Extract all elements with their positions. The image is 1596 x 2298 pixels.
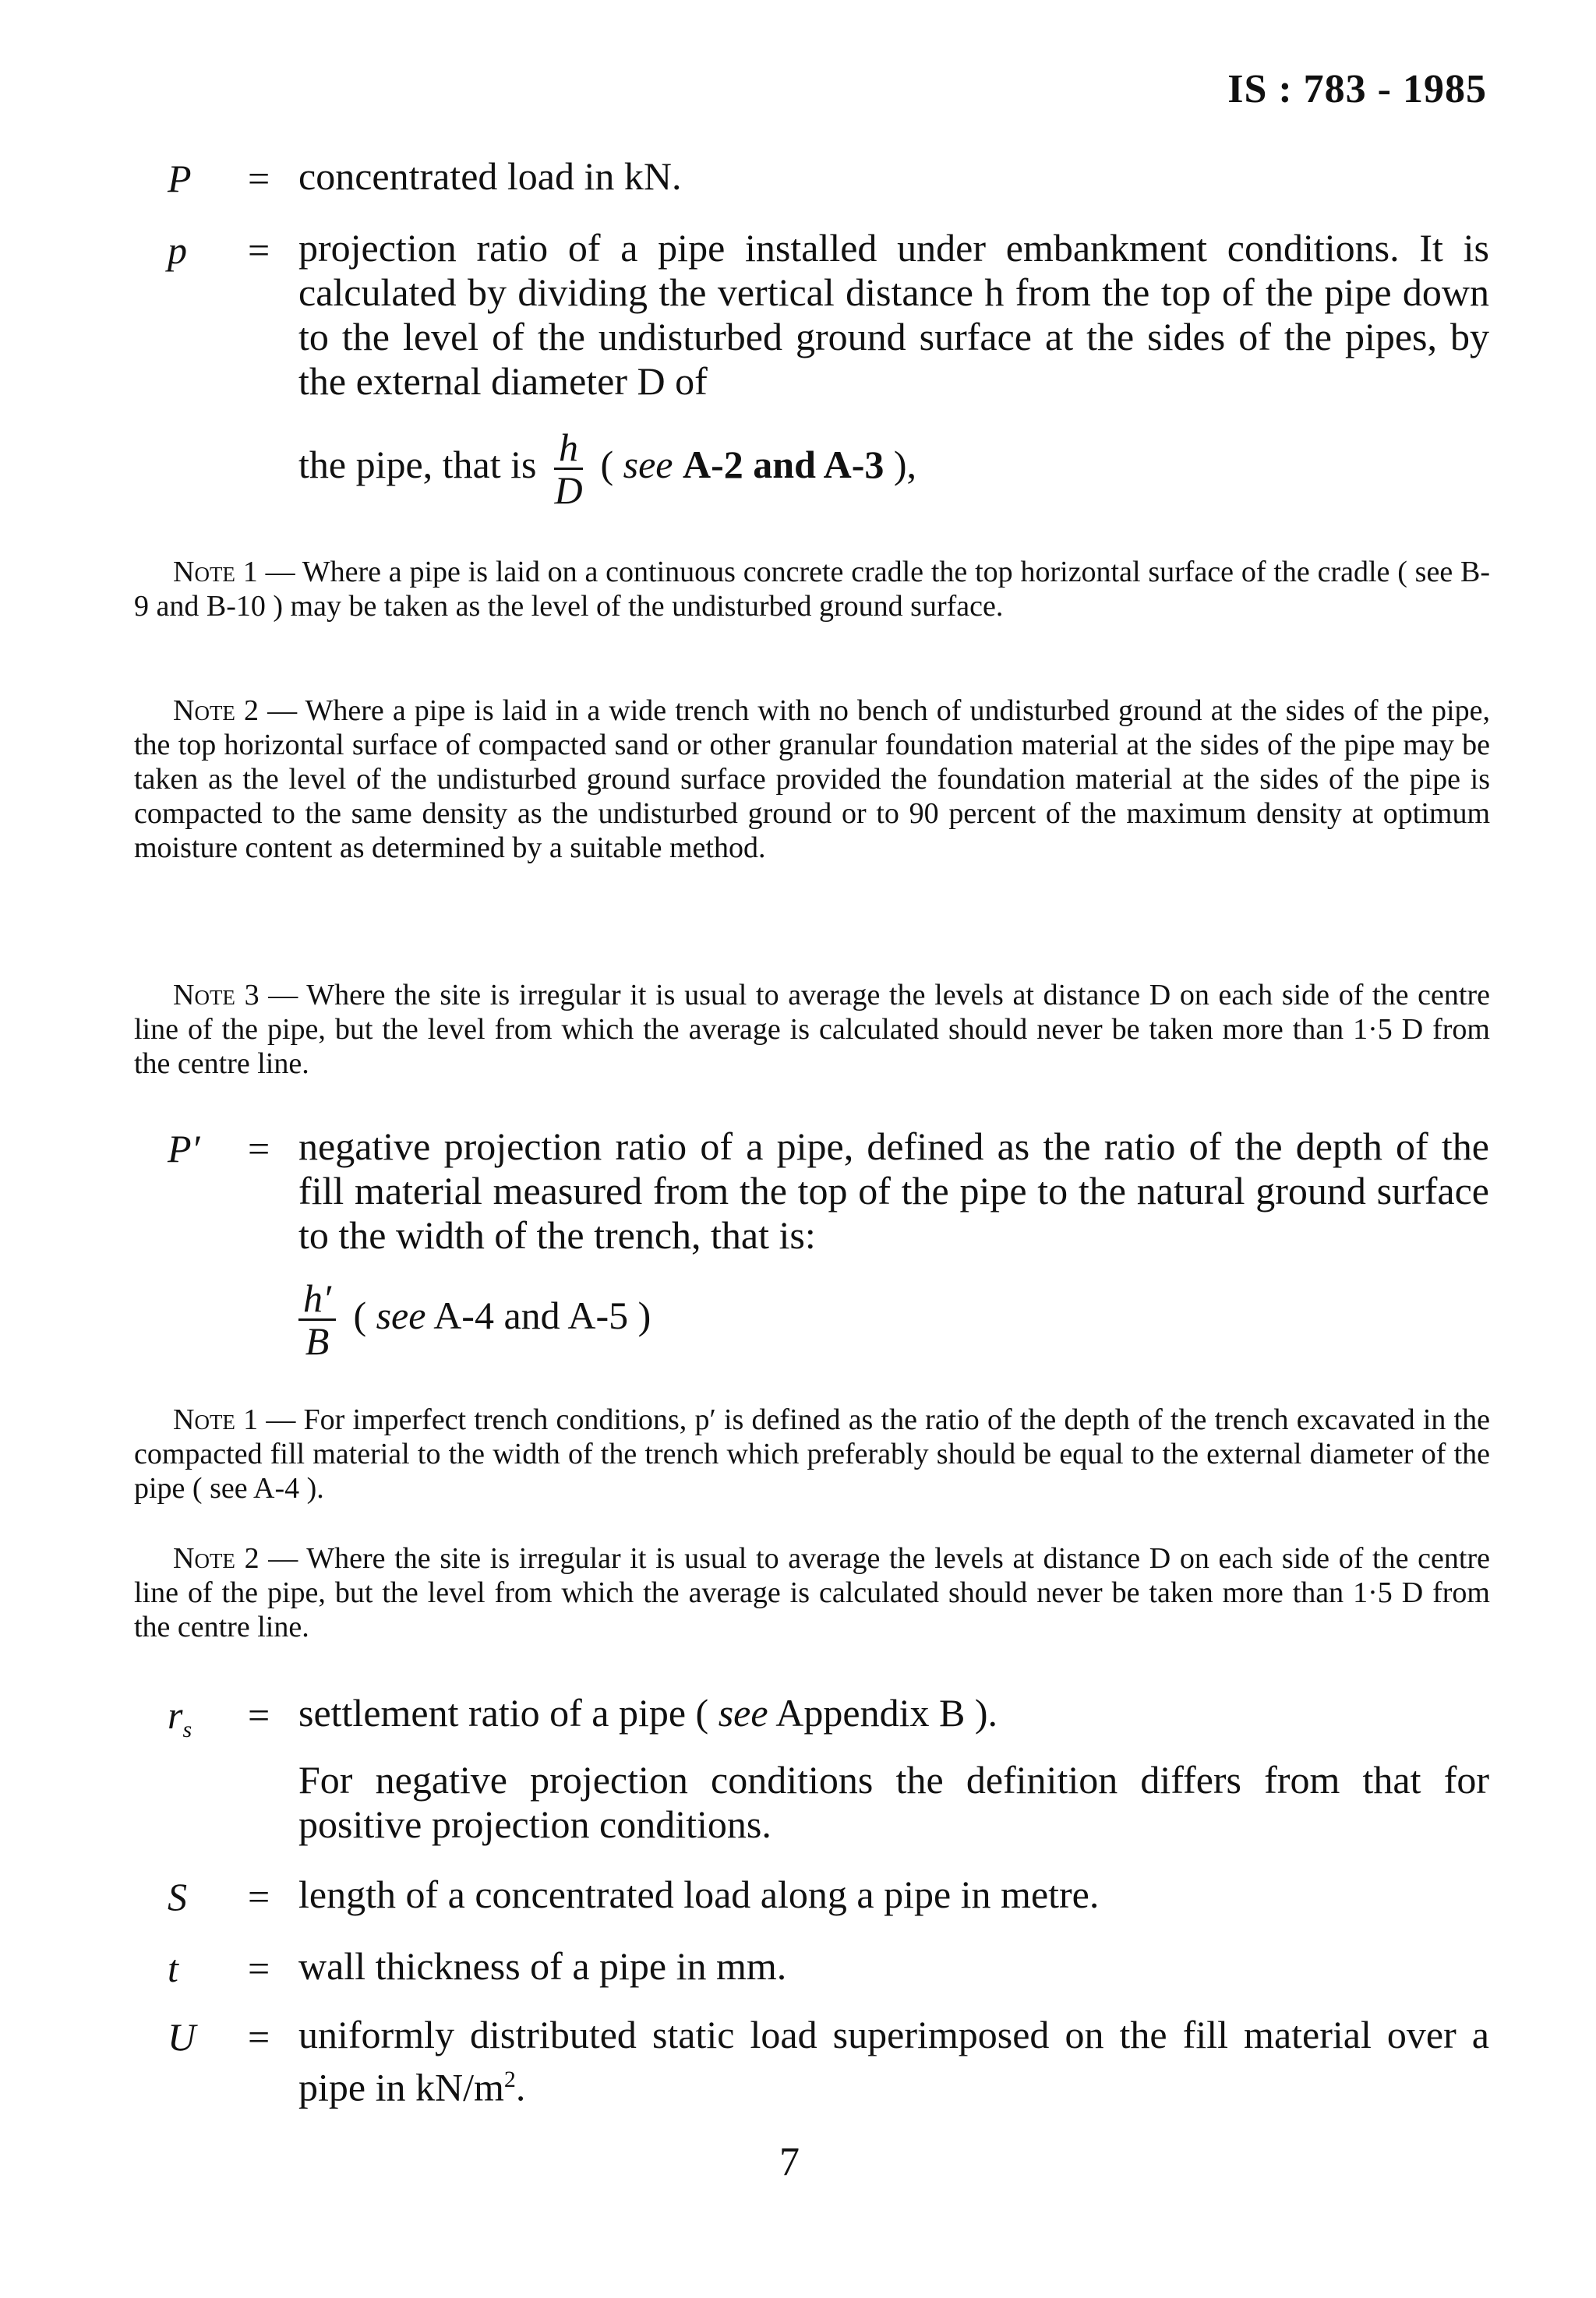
clause-refs: A-4 and A-5	[433, 1293, 629, 1337]
equals-sign: =	[248, 1127, 270, 1170]
note-pprime-1	[134, 1403, 1490, 1506]
definition-text	[298, 1691, 1489, 1735]
symbol-base: r	[168, 1693, 183, 1737]
symbol-P: P	[168, 157, 192, 200]
symbol-subscript: s	[182, 1717, 192, 1742]
note-label: Note 1	[173, 556, 258, 588]
text-before: uniformly distributed static load superimposed on the fill material over a pipe in kN/m	[298, 2013, 1489, 2109]
note-label: Note 1	[173, 1403, 259, 1436]
note-dash: —	[265, 556, 295, 588]
note-text: For imperfect trench conditions, p′ is defined as the ratio of the depth of the trench excavated in the compacted fill material to the width of the trench which preferably should be equal to the external diameter of the pipe ( see A-4 ).	[134, 1403, 1491, 1505]
standard-number: IS : 783 - 1985	[1227, 67, 1487, 111]
symbol-p: p	[168, 228, 187, 272]
note-dash: —	[268, 979, 298, 1011]
note-p-3	[134, 978, 1490, 1081]
symbol-U: U	[168, 2015, 196, 2059]
note-text: Where the site is irregular it is usual to average the levels at distance D on each side of the centre line of the pipe, but the level from which the average is calculated should never be taken more than 1·5 D from the centre line.	[134, 979, 1490, 1080]
definition-text: projection ratio of a pipe installed under embankment conditions. It is calculated by dividing the vertical distance h from the top of the pipe down to the level of the undisturbed ground surface at the sides of the pipes, by the external diameter D of	[298, 226, 1489, 403]
note-dash: —	[268, 1542, 298, 1575]
fraction-numerator: h′	[298, 1278, 336, 1321]
symbol-P-prime: P′	[168, 1127, 200, 1170]
note-label: Note 3	[173, 979, 260, 1011]
definition-extra: For negative projection conditions the definition differs from that for positive projection conditions.	[298, 1758, 1489, 1846]
paren-open: (	[600, 442, 614, 486]
see-ref: see	[376, 1293, 426, 1337]
note-pprime-2	[134, 1541, 1490, 1644]
paren-open: (	[353, 1293, 367, 1337]
fraction-denominator: B	[305, 1319, 330, 1363]
equals-sign: =	[248, 2015, 270, 2059]
superscript: 2	[503, 2067, 516, 2092]
note-label: Note 2	[173, 1542, 260, 1575]
page-number: 7	[779, 2140, 800, 2184]
equals-sign: =	[248, 1693, 270, 1737]
equals-sign: =	[248, 1947, 270, 1990]
paren-close: )	[637, 1293, 651, 1337]
symbol-t: t	[168, 1947, 178, 1990]
symbol-rs	[168, 1693, 192, 1743]
equals-sign: =	[248, 228, 270, 272]
note-dash: —	[266, 1403, 296, 1436]
note-text: Where a pipe is laid on a continuous concrete cradle the top horizontal surface of the cradle ( see B-9 and B-10 ) may be taken as the level of the undisturbed ground surface.	[134, 556, 1491, 623]
text-after: Appendix B ).	[775, 1691, 998, 1735]
fraction	[298, 1278, 336, 1361]
note-p-2	[134, 694, 1490, 865]
fraction-denominator: D	[554, 468, 583, 512]
formula-h-over-D	[298, 427, 916, 510]
definition-text: negative projection ratio of a pipe, defined as the ratio of the depth of the fill material measured from the top of the pipe to the natural ground surface to the width of the trench, that is:	[298, 1124, 1489, 1257]
definition-text: length of a concentrated load along a pipe in metre.	[298, 1873, 1100, 1916]
fraction-numerator: h	[554, 427, 583, 470]
formula-h-prime-over-B	[298, 1278, 651, 1361]
see-ref: see	[718, 1691, 768, 1735]
formula-prefix: the pipe, that is	[298, 442, 537, 486]
equals-sign: =	[248, 1875, 270, 1919]
note-dash: —	[267, 694, 298, 727]
symbol-S: S	[168, 1875, 187, 1919]
equals-sign: =	[248, 157, 270, 200]
fraction	[554, 427, 583, 510]
definition-text	[298, 2013, 1489, 2110]
note-text: Where a pipe is laid in a wide trench with no bench of undisturbed ground at the sides of the pipe, the top horizontal surface of compacted sand or other granular foundation material at the sides of the pipe may be taken as the level of the undisturbed ground surface provided the foundation material at the sides of the pipe is compacted to the same density as the undisturbed ground or to 90 percent of the maximum density at optimum moisture content as determined by a suitable method.	[134, 694, 1490, 864]
clause-refs: A-2 and A-3	[683, 442, 885, 486]
definition-text: concentrated load in kN.	[298, 154, 682, 198]
text-before: settlement ratio of a pipe (	[298, 1691, 709, 1735]
note-p-1	[134, 555, 1490, 623]
text-after: .	[515, 2065, 526, 2109]
definition-text: wall thickness of a pipe in mm.	[298, 1944, 787, 1988]
note-label: Note 2	[173, 694, 260, 727]
paren-close: ),	[893, 442, 917, 486]
note-text: Where the site is irregular it is usual to average the levels at distance D on each side of the centre line of the pipe, but the level from which the average is calculated should never be taken more than 1·5 D from the centre line.	[134, 1542, 1490, 1643]
see-ref: see	[623, 442, 673, 486]
